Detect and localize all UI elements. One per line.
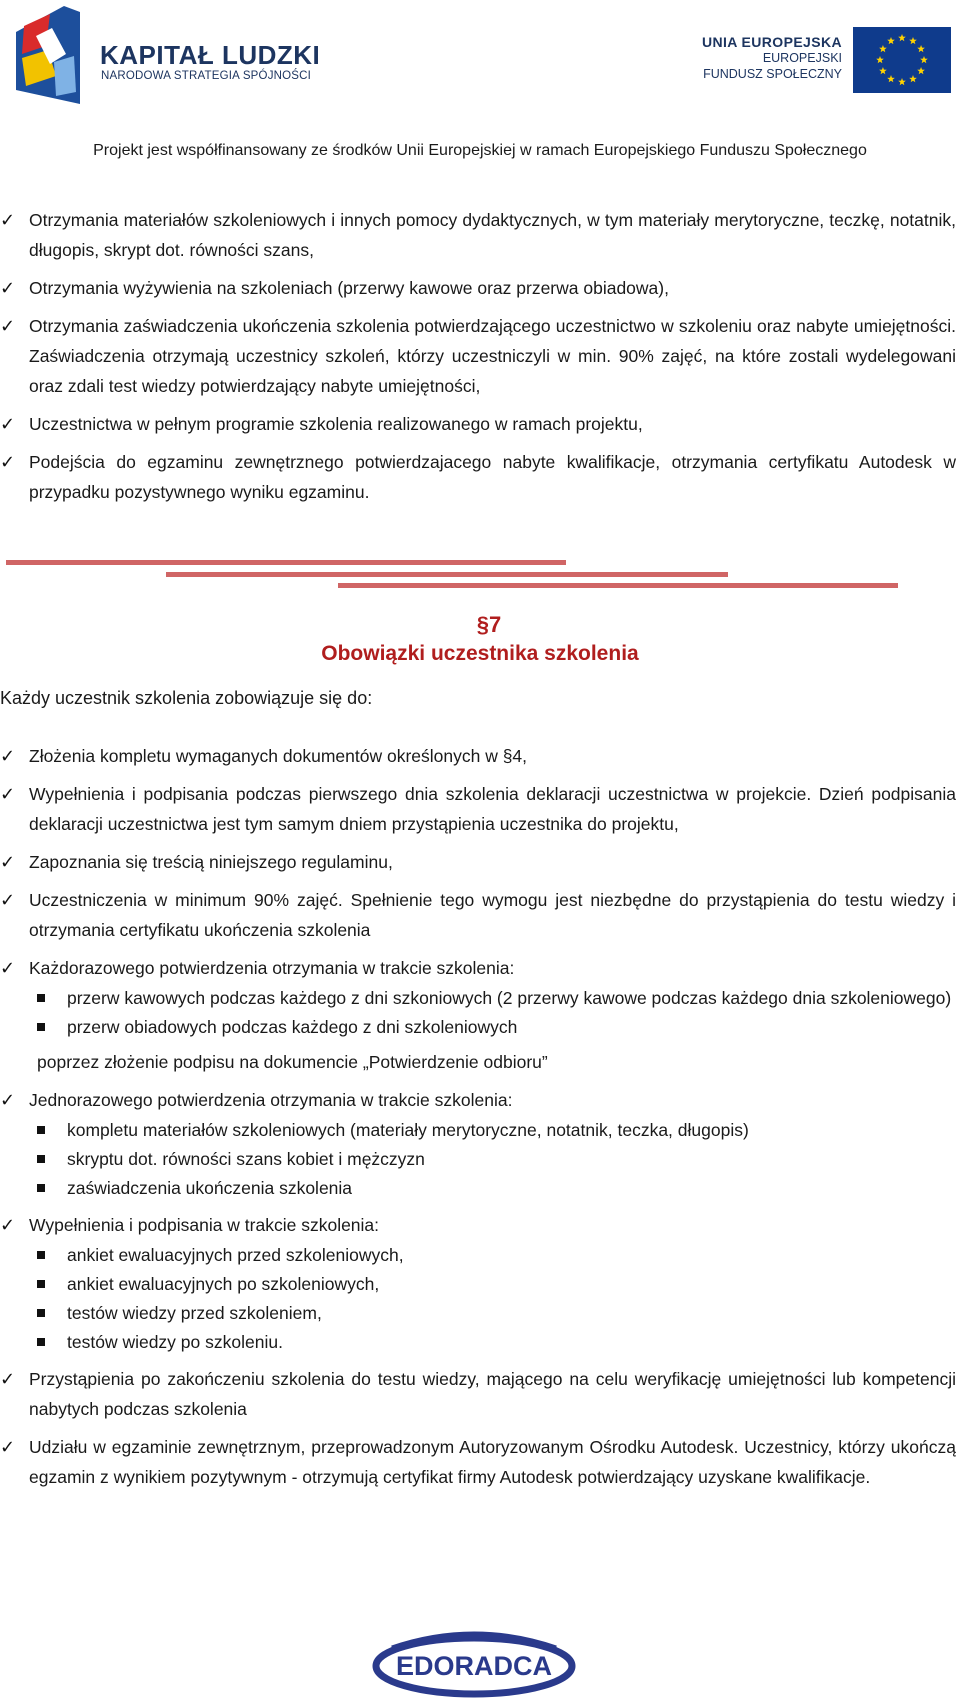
eu-logo-line1: UNIA EUROPEJSKA: [701, 34, 842, 50]
square-bullet-icon: [37, 1251, 45, 1259]
sub-list-item: [0, 1329, 956, 1356]
list-item: [0, 205, 956, 265]
list-item-text: Złożenia kompletu wymaganych dokumentów określonych w §4,: [29, 746, 528, 766]
list-item: [0, 885, 956, 945]
checkmark-icon: ✓: [0, 1437, 16, 1457]
sub-list-item-text: przerw kawowych podczas każdego z dni szkoniowych (2 przerwy kawowe podczas każdego dnia szkoleniowego): [67, 988, 952, 1008]
list-item: [0, 847, 956, 877]
checkmark-icon: ✓: [0, 278, 16, 298]
checkmark-icon: ✓: [0, 852, 16, 872]
sub-list-item: [0, 1146, 956, 1173]
checkmark-icon: ✓: [0, 452, 16, 472]
checkmark-icon: ✓: [0, 316, 16, 336]
checkmark-icon: ✓: [0, 890, 16, 910]
square-bullet-icon: [37, 994, 45, 1002]
sub-list-item-text: testów wiedzy po szkoleniu.: [67, 1332, 283, 1352]
list-item: [0, 1085, 956, 1115]
square-bullet-icon: [37, 1184, 45, 1192]
sub-list-item: [0, 1271, 956, 1298]
list-item-text: Zapoznania się treścią niniejszego regulaminu,: [29, 852, 393, 872]
list-item-text: Każdorazowego potwierdzenia otrzymania w trakcie szkolenia:: [29, 958, 515, 978]
edoradca-logo-text: EDORADCA: [395, 1651, 553, 1681]
duties-list: [0, 741, 956, 1492]
sub-list-item: [0, 1242, 956, 1269]
rights-list: [0, 205, 956, 507]
checkmark-icon: ✓: [0, 746, 16, 766]
list-item-text: Wypełnienia i podpisania podczas pierwszego dnia szkolenia deklaracji uczestnictwa w projekcie. Dzień podpisania deklaracji uczestnictwa jest tym samym dniem przystąpienia uczestnika do projektu,: [29, 784, 956, 834]
section-number: §7: [476, 612, 502, 637]
list-item-text: Wypełnienia i podpisania w trakcie szkolenia:: [29, 1215, 380, 1235]
sub-list-item: [0, 1117, 956, 1144]
sub-list-item: [0, 1014, 956, 1041]
kapital-ludzki-emblem-icon: [16, 6, 80, 104]
kapital-ludzki-title: KAPITAŁ LUDZKI: [100, 40, 321, 70]
list-item: [0, 779, 956, 839]
checkmark-icon: ✓: [0, 958, 16, 978]
sub-list-item-text: przerw obiadowych podczas każdego z dni szkoleniowych: [67, 1017, 518, 1037]
section-intro: Każdy uczestnik szkolenia zobowiązuje się do:: [0, 688, 373, 708]
list-item: [0, 409, 956, 439]
list-item-text: Otrzymania wyżywienia na szkoleniach (przerwy kawowe oraz przerwa obiadowa),: [29, 278, 669, 298]
list-item: [0, 273, 956, 303]
square-bullet-icon: [37, 1155, 45, 1163]
square-bullet-icon: [37, 1126, 45, 1134]
checkmark-icon: ✓: [0, 210, 16, 230]
list-item: [0, 953, 956, 983]
square-bullet-icon: [37, 1280, 45, 1288]
decorative-red-rules: [0, 556, 960, 590]
checkmark-icon: ✓: [0, 784, 16, 804]
sub-list-item: [0, 1175, 956, 1202]
list-item-text: Otrzymania zaświadczenia ukończenia szkolenia potwierdzającego uczestnictwo w szkoleniu oraz nabyte umiejętności. Zaświadczenia otrzymają uczestnicy szkoleń, którzy uczestniczyli w min. 90% zajęć, na które zostali wydelegowani oraz zdali test wiedzy potwierdzający nabyte umiejętności,: [29, 316, 956, 396]
sub-list-item: [0, 1300, 956, 1327]
confirmation-note: poprzez złożenie podpisu na dokumencie „Potwierdzenie odbioru”: [37, 1052, 548, 1072]
list-item-text: Podejścia do egzaminu zewnętrznego potwierdzajacego nabyte kwalifikacje, otrzymania certyfikatu Autodesk w przypadku pozystywnego wyniku egzaminu.: [29, 452, 956, 502]
square-bullet-icon: [37, 1309, 45, 1317]
edoradca-logo: [372, 1628, 576, 1698]
list-item-text: Uczestniczenia w minimum 90% zajęć. Spełnienie tego wymogu jest niezbędne do przystąpienia do testu wiedzy i otrzymania certyfikatu ukończenia szkolenia: [29, 890, 956, 940]
eu-logo-line3: FUNDUSZ SPOŁECZNY: [703, 67, 842, 81]
list-item: [0, 447, 956, 507]
sub-list-item-text: kompletu materiałów szkoleniowych (materiały merytoryczne, notatnik, teczka, długopis): [67, 1120, 749, 1140]
checkmark-icon: ✓: [0, 1369, 16, 1389]
list-item-text: Przystąpienia po zakończeniu szkolenia do testu wiedzy, mającego na celu weryfikację umiejętności lub kompetencji nabytych podczas szkolenia: [29, 1369, 956, 1419]
sub-list-item-text: ankiet ewaluacyjnych przed szkoleniowych,: [67, 1245, 404, 1265]
list-item-text: Jednorazowego potwierdzenia otrzymania w trakcie szkolenia:: [29, 1090, 513, 1110]
sub-list-item-text: testów wiedzy przed szkoleniem,: [67, 1303, 322, 1323]
list-item-text: Uczestnictwa w pełnym programie szkolenia realizowanego w ramach projektu,: [29, 414, 643, 434]
square-bullet-icon: [37, 1023, 45, 1031]
eu-flag-icon: [853, 27, 951, 93]
header: [0, 0, 960, 159]
eu-logo-line2: EUROPEJSKI: [762, 51, 842, 65]
list-item: [0, 1432, 956, 1492]
square-bullet-icon: [37, 1338, 45, 1346]
list-item: [0, 311, 956, 401]
sub-list-item: [0, 985, 956, 1012]
section-title: Obowiązki uczestnika szkolenia: [321, 642, 639, 665]
checkmark-icon: ✓: [0, 414, 16, 434]
sub-list-item-text: ankiet ewaluacyjnych po szkoleniowych,: [67, 1274, 380, 1294]
sub-list-item-text: skryptu dot. równości szans kobiet i mężczyzn: [67, 1149, 425, 1169]
checkmark-icon: ✓: [0, 1215, 16, 1235]
list-item: [0, 1364, 956, 1424]
kapital-ludzki-subtitle: NARODOWA STRATEGIA SPÓJNOŚCI: [101, 70, 312, 82]
list-item: [0, 1210, 956, 1240]
cofinancing-note: Projekt jest współfinansowany ze środków Unii Europejskiej w ramach Europejskiego Funduszu Społecznego: [93, 142, 867, 159]
list-item: [0, 741, 956, 771]
list-item-text: Udziału w egzaminie zewnętrznym, przeprowadzonym Autoryzowanym Ośrodku Autodesk. Uczestnicy, którzy ukończą egzamin z wynikiem pozytywnym - otrzymują certyfikat firmy Autodesk potwierdzający uzyskane kwalifikacje.: [29, 1437, 956, 1487]
list-item-text: Otrzymania materiałów szkoleniowych i innych pomocy dydaktycznych, w tym materiały merytoryczne, teczkę, notatnik, długopis, skrypt dot. równości szans,: [29, 210, 956, 260]
checkmark-icon: ✓: [0, 1090, 16, 1110]
eu-logo-text: [690, 34, 842, 82]
sub-list-item-text: zaświadczenia ukończenia szkolenia: [67, 1178, 353, 1198]
